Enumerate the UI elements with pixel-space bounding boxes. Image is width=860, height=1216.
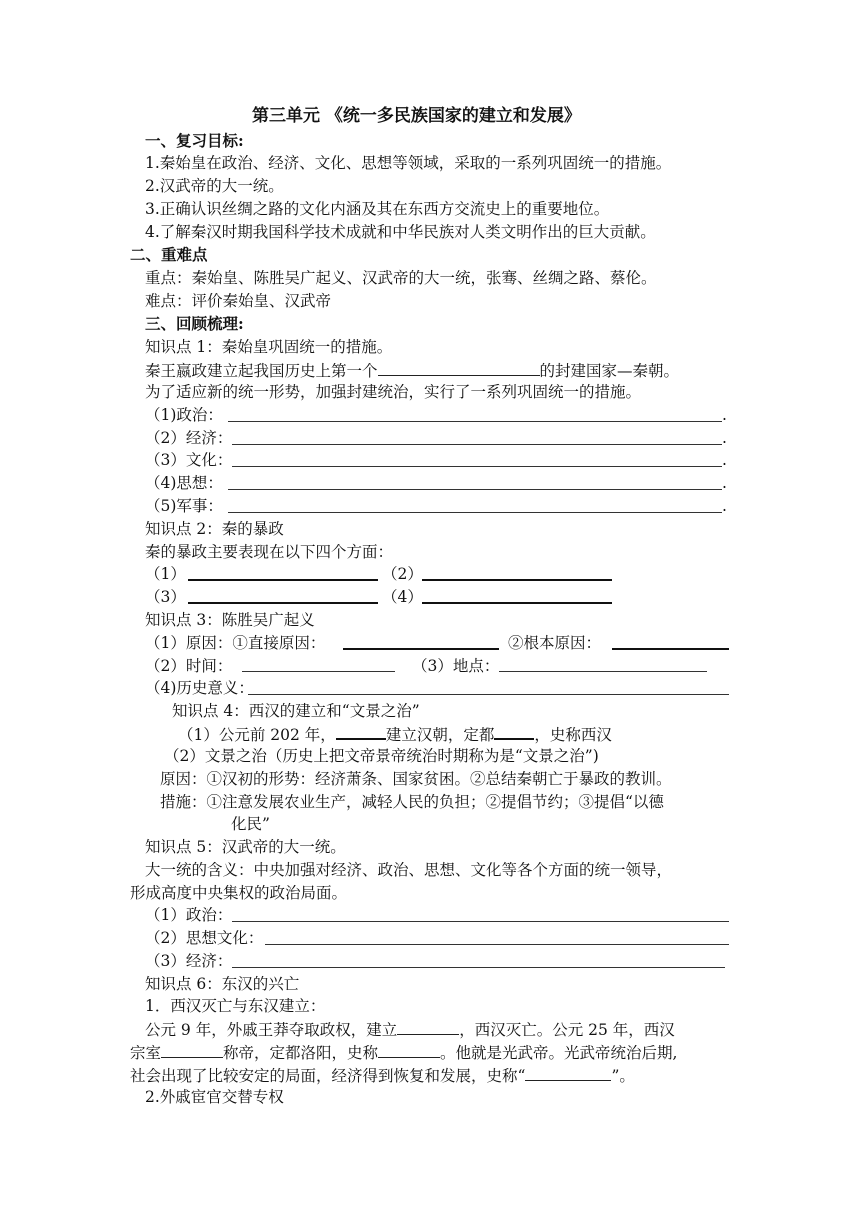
knowledge-point-1-title: 知识点 1：秦始皇巩固统一的措施。 <box>145 338 393 356</box>
goal-item: 4.了解秦汉时期我国科学技术成就和中华民族对人类文明作出的巨大贡献。 <box>145 223 656 241</box>
k5-blank-economy[interactable] <box>232 967 725 968</box>
k1-end-mark: . <box>722 497 727 515</box>
page-title: 第三单元 《统一多民族国家的建立和发展》 <box>252 106 581 126</box>
k2-num-4: （4） <box>382 588 423 606</box>
k4-reason: 原因：①汉初的形势：经济萧条、国家贫困。②总结秦朝亡于暴政的教训。 <box>160 770 672 788</box>
k1-end-mark: . <box>722 429 727 447</box>
knowledge-point-6-title: 知识点 6：东汉的兴亡 <box>145 975 300 993</box>
k4-p1 <box>178 722 612 746</box>
knowledge-point-5-title: 知识点 5：汉武帝的大一统。 <box>145 838 346 856</box>
k1-item-politics: （1)政治： <box>145 406 223 424</box>
k1-item-military: （5)军事： <box>145 497 223 515</box>
k6-line-3-b: ”。 <box>611 1067 635 1085</box>
k4-p1-b: 建立汉朝，定都 <box>385 726 495 744</box>
difficult-points-text: 难点：评价秦始皇、汉武帝 <box>145 292 332 310</box>
k3-meaning-label: （4)历史意义： <box>145 679 254 697</box>
k6-line-3-a: 社会出现了比较安定的局面，经济得到恢复和发展，史称“ <box>130 1067 526 1085</box>
k1-blank-politics[interactable] <box>228 421 722 422</box>
section-heading-review: 三、回顾梳理: <box>145 314 244 333</box>
k1-item-culture: （3）文化： <box>145 451 233 469</box>
k6-line-1-b: ，西汉灭亡。公元 25 年，西汉 <box>459 1021 675 1039</box>
k1-blank-culture[interactable] <box>232 466 722 467</box>
k6-line-3 <box>130 1064 635 1087</box>
k3-blank-direct-cause[interactable] <box>343 648 499 650</box>
k1-end-mark: . <box>722 451 727 469</box>
k2-intro: 秦的暴政主要表现在以下四个方面： <box>145 543 394 561</box>
goal-item: 1.秦始皇在政治、经济、文化、思想等领域，采取的一系列巩固统一的措施。 <box>145 154 672 172</box>
k6-sub-2: 2.外戚宦官交替专权 <box>145 1088 284 1106</box>
section-heading-goals: 一、复习目标: <box>145 131 244 150</box>
goal-item: 2.汉武帝的大一统。 <box>145 177 284 195</box>
k5-blank-thought[interactable] <box>265 944 729 945</box>
k6-line-2-c: 。他就是光武帝。光武帝统治后期, <box>440 1044 678 1062</box>
k4-blank-founder[interactable] <box>336 722 386 740</box>
goal-item: 3.正确认识丝绸之路的文化内涵及其在东西方交流史上的重要地位。 <box>145 200 610 218</box>
k2-num-1: （1） <box>145 565 186 583</box>
k6-line-1-a: 公元 9 年，外戚王莽夺取政权，建立 <box>145 1021 398 1039</box>
k1-blank-first[interactable] <box>378 359 540 376</box>
k3-root-label: ②根本原因： <box>508 634 602 652</box>
k5-definition-2: 形成高度中央集权的政治局面。 <box>130 884 348 902</box>
k4-measure-2: 化民” <box>231 815 270 833</box>
k4-p1-a: （1）公元前 202 年， <box>178 726 336 744</box>
k2-blank-3[interactable] <box>188 602 378 604</box>
k3-blank-time[interactable] <box>242 671 395 672</box>
k5-politics-label: （1）政治： <box>145 906 233 924</box>
section-heading-key-points: 二、重难点 <box>130 245 208 264</box>
k6-sub-1: 1．西汉灭亡与东汉建立： <box>145 997 326 1015</box>
k1-blank-military[interactable] <box>228 512 722 513</box>
knowledge-point-3-title: 知识点 3：陈胜吴广起义 <box>145 611 315 629</box>
k6-line-2-b: 称帝，定都洛阳，史称 <box>223 1044 379 1062</box>
k5-definition-1: 大一统的含义：中央加强对经济、政治、思想、文化等各个方面的统一领导， <box>145 861 673 879</box>
k4-measure-1: 措施：①注意发展农业生产，减轻人民的负担；②提倡节约；③提倡“以德 <box>160 793 664 811</box>
k6-blank-emperor[interactable] <box>161 1041 223 1058</box>
k1-line-1-b: 的封建国家—秦朝。 <box>539 362 680 380</box>
k6-line-1 <box>145 1018 675 1041</box>
k6-blank-dynasty[interactable] <box>397 1018 459 1035</box>
k3-blank-meaning[interactable] <box>248 694 729 695</box>
k1-end-mark: . <box>722 474 727 492</box>
k4-blank-capital[interactable] <box>494 722 534 740</box>
knowledge-point-4-title: 知识点 4：西汉的建立和“文景之治” <box>172 702 420 720</box>
k5-economy-label: （3）经济： <box>145 952 233 970</box>
k3-cause-label: （1）原因：①直接原因： <box>145 634 326 652</box>
knowledge-point-2-title: 知识点 2：秦的暴政 <box>145 520 284 538</box>
k3-blank-root-cause[interactable] <box>612 648 729 650</box>
k1-item-thought: （4)思想： <box>145 474 223 492</box>
k1-line-1 <box>145 359 679 382</box>
k2-blank-4[interactable] <box>422 602 612 604</box>
k6-line-2-a: 宗室 <box>130 1044 162 1062</box>
k1-end-mark: . <box>722 406 727 424</box>
k4-p1-c: ，史称西汉 <box>534 726 612 744</box>
k2-blank-1[interactable] <box>188 579 378 581</box>
k2-num-2: （2） <box>382 565 423 583</box>
k3-blank-place[interactable] <box>499 671 707 672</box>
k3-time-label: （2）时间： <box>145 657 233 675</box>
k1-blank-economy[interactable] <box>232 444 722 445</box>
k2-blank-2[interactable] <box>422 579 612 581</box>
k6-blank-eastern-han[interactable] <box>378 1041 440 1058</box>
key-points-text: 重点：秦始皇、陈胜吴广起义、汉武帝的大一统，张骞、丝绸之路、蔡伦。 <box>145 269 657 287</box>
k1-line-2: 为了适应新的统一形势，加强封建统治，实行了一系列巩固统一的措施。 <box>145 383 642 401</box>
k6-blank-revival[interactable] <box>525 1064 611 1081</box>
k6-line-2 <box>130 1041 677 1064</box>
k5-thought-label: （2）思想文化： <box>145 929 264 947</box>
k2-num-3: （3） <box>145 588 186 606</box>
k1-item-economy: （2）经济： <box>145 429 233 447</box>
k3-place-label: （3）地点： <box>412 657 500 675</box>
k1-line-1-a: 秦王嬴政建立起我国历史上第一个 <box>145 362 378 380</box>
k5-blank-politics[interactable] <box>232 921 729 922</box>
k4-p2: （2）文景之治（历史上把文帝景帝统治时期称为是“文景之治”) <box>164 747 599 765</box>
k1-blank-thought[interactable] <box>228 489 722 490</box>
